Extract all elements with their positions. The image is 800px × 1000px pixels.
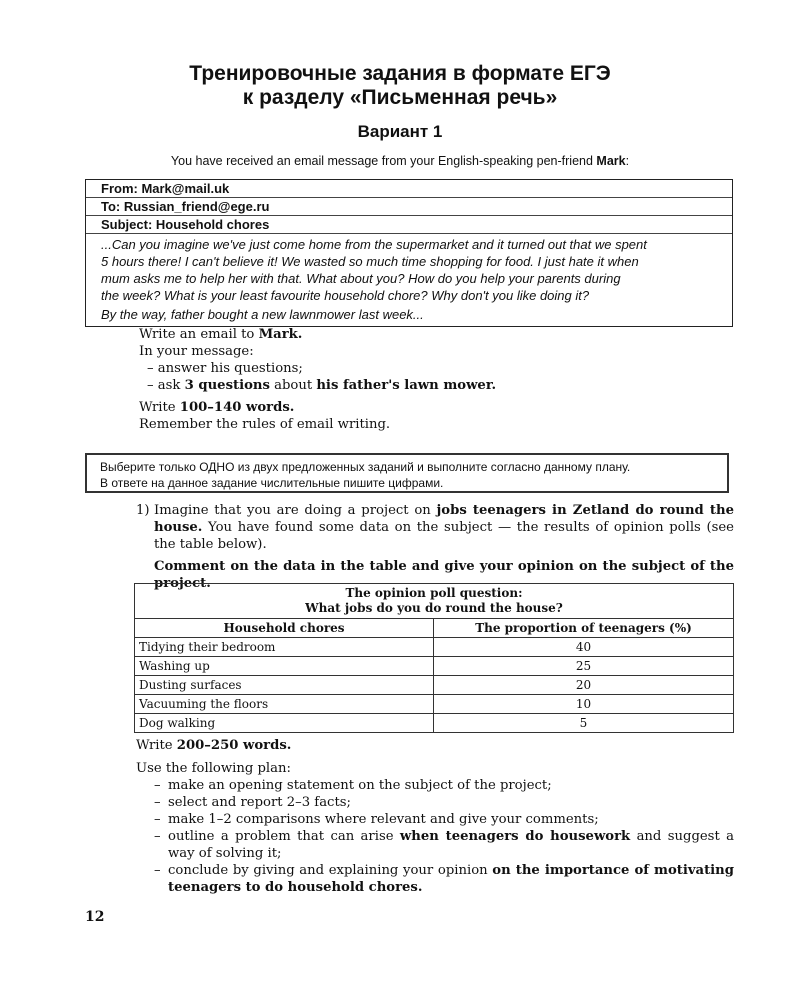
col-header-proportion: The proportion of teenagers (%) bbox=[434, 619, 734, 638]
title-line-1: Тренировочные задания в формате ЕГЭ bbox=[189, 62, 611, 85]
email-body-line: mum asks me to help her with that. What about you? How do you help your parents during bbox=[101, 271, 621, 286]
page-title bbox=[0, 62, 800, 110]
dash-bullet: – bbox=[154, 812, 161, 827]
plan-list bbox=[136, 777, 734, 896]
opinion-poll-table bbox=[134, 583, 734, 733]
word-count-value: 100–140 words. bbox=[179, 400, 295, 415]
title-line-2: к разделу «Письменная речь» bbox=[242, 86, 558, 109]
dash-bullet: – bbox=[154, 795, 161, 810]
plan-item bbox=[154, 777, 734, 794]
plan-item-bold: when teenagers do housework bbox=[399, 829, 631, 844]
in-your-message: In your message: bbox=[139, 344, 254, 359]
table-row bbox=[135, 676, 734, 695]
message-item-2 bbox=[139, 377, 739, 394]
table-row bbox=[135, 695, 734, 714]
email-body-line: ...Can you imagine we've just come home from the supermarket and it turned out that we spent bbox=[101, 237, 647, 252]
table-row bbox=[135, 657, 734, 676]
email-from: From: Mark@mail.uk bbox=[86, 180, 732, 198]
chore-cell: Tidying their bedroom bbox=[135, 638, 434, 657]
value-cell: 5 bbox=[434, 714, 734, 733]
chore-cell: Washing up bbox=[135, 657, 434, 676]
plan-item-text: and suggest a way of solving it; bbox=[168, 829, 734, 861]
plan-item-bold: on the importance of motivating teenagers to do household chores. bbox=[168, 863, 734, 895]
intro-colon: : bbox=[625, 154, 630, 168]
plan-item bbox=[154, 862, 734, 896]
project-plan-section bbox=[136, 737, 734, 896]
project-text-pre: Imagine that you are doing a project on bbox=[154, 503, 437, 518]
write-email-text: Write an email to bbox=[139, 327, 259, 342]
intro-sentence: You have received an email message from your English-speaking pen-friend bbox=[170, 154, 597, 168]
value-cell: 10 bbox=[434, 695, 734, 714]
rules-line: Remember the rules of email writing. bbox=[139, 417, 391, 432]
task-email-instructions bbox=[139, 326, 739, 433]
chore-cell: Vacuuming the floors bbox=[135, 695, 434, 714]
chore-cell: Dog walking bbox=[135, 714, 434, 733]
write-email-line bbox=[139, 326, 739, 343]
word-count-pre: Write bbox=[139, 400, 180, 415]
plan-intro: Use the following plan: bbox=[136, 761, 291, 776]
email-body-line: the week? What is your least favourite household chore? Why don't you like doing it? bbox=[101, 288, 590, 303]
word-count-line bbox=[139, 399, 739, 416]
plan-item-text: conclude by giving and explaining your opinion bbox=[168, 863, 493, 878]
word-count-line bbox=[136, 737, 734, 754]
value-cell: 20 bbox=[434, 676, 734, 695]
plan-item bbox=[154, 828, 734, 862]
task-project-text bbox=[154, 502, 734, 553]
word-count-value: 200–250 words. bbox=[176, 738, 292, 753]
item2-mid: about bbox=[269, 378, 317, 393]
plan-item-text: make an opening statement on the subject of the project; bbox=[168, 778, 552, 793]
table-row bbox=[135, 714, 734, 733]
email-subject: Subject: Household chores bbox=[86, 216, 732, 234]
email-to: To: Russian_friend@ege.ru bbox=[86, 198, 732, 216]
plan-item bbox=[154, 811, 734, 828]
intro-text bbox=[0, 154, 800, 168]
table-row bbox=[135, 638, 734, 657]
dash-bullet: – bbox=[154, 863, 161, 878]
dash-bullet: – bbox=[154, 829, 161, 844]
poll-question-line-2: What jobs do you do round the house? bbox=[305, 601, 563, 615]
plan-item-text: select and report 2–3 facts; bbox=[168, 795, 351, 810]
poll-question bbox=[135, 584, 734, 619]
col-header-chores: Household chores bbox=[135, 619, 434, 638]
task-project bbox=[136, 502, 734, 592]
instruction-box bbox=[85, 453, 729, 493]
word-count-pre: Write bbox=[136, 738, 177, 753]
table-question-row bbox=[135, 584, 734, 619]
email-box bbox=[85, 179, 733, 327]
item2-pre: – ask bbox=[147, 378, 185, 393]
write-email-name: Mark. bbox=[258, 327, 303, 342]
value-cell: 25 bbox=[434, 657, 734, 676]
comment-instruction: Comment on the data in the table and give your opinion on the subject of the project. bbox=[154, 559, 734, 591]
plan-item-text: make 1–2 comparisons where relevant and give your comments; bbox=[168, 812, 599, 827]
email-ps: By the way, father bought a new lawnmower last week... bbox=[101, 307, 424, 322]
instruction-line-1: Выберите только ОДНО из двух предложенных заданий и выполните согласно данному плану. bbox=[100, 460, 631, 474]
item2-bold-topic: his father's lawn mower. bbox=[316, 378, 497, 393]
plan-item bbox=[154, 794, 734, 811]
plan-item-text: outline a problem that can arise bbox=[168, 829, 400, 844]
page-number: 12 bbox=[85, 909, 105, 925]
task-number: 1) bbox=[136, 503, 150, 518]
message-item-1: – answer his questions; bbox=[147, 361, 303, 376]
dash-bullet: – bbox=[154, 778, 161, 793]
table-header-row bbox=[135, 619, 734, 638]
instruction-line-2: В ответе на данное задание числительные пишите цифрами. bbox=[100, 476, 444, 490]
intro-name: Mark bbox=[596, 154, 626, 168]
project-text-post: You have found some data on the subject — the results of opinion polls (see the table below). bbox=[154, 520, 734, 552]
variant-heading: Вариант 1 bbox=[357, 122, 443, 141]
email-body bbox=[86, 234, 732, 326]
email-body-line: 5 hours there! I can't believe it! We wasted so much time shopping for food. I just hate it when bbox=[101, 254, 639, 269]
chore-cell: Dusting surfaces bbox=[135, 676, 434, 695]
project-topic: jobs teenagers in Zetland do round the house. bbox=[154, 503, 734, 535]
value-cell: 40 bbox=[434, 638, 734, 657]
item2-bold-count: 3 questions bbox=[184, 378, 270, 393]
poll-question-line-1: The opinion poll question: bbox=[345, 586, 523, 600]
